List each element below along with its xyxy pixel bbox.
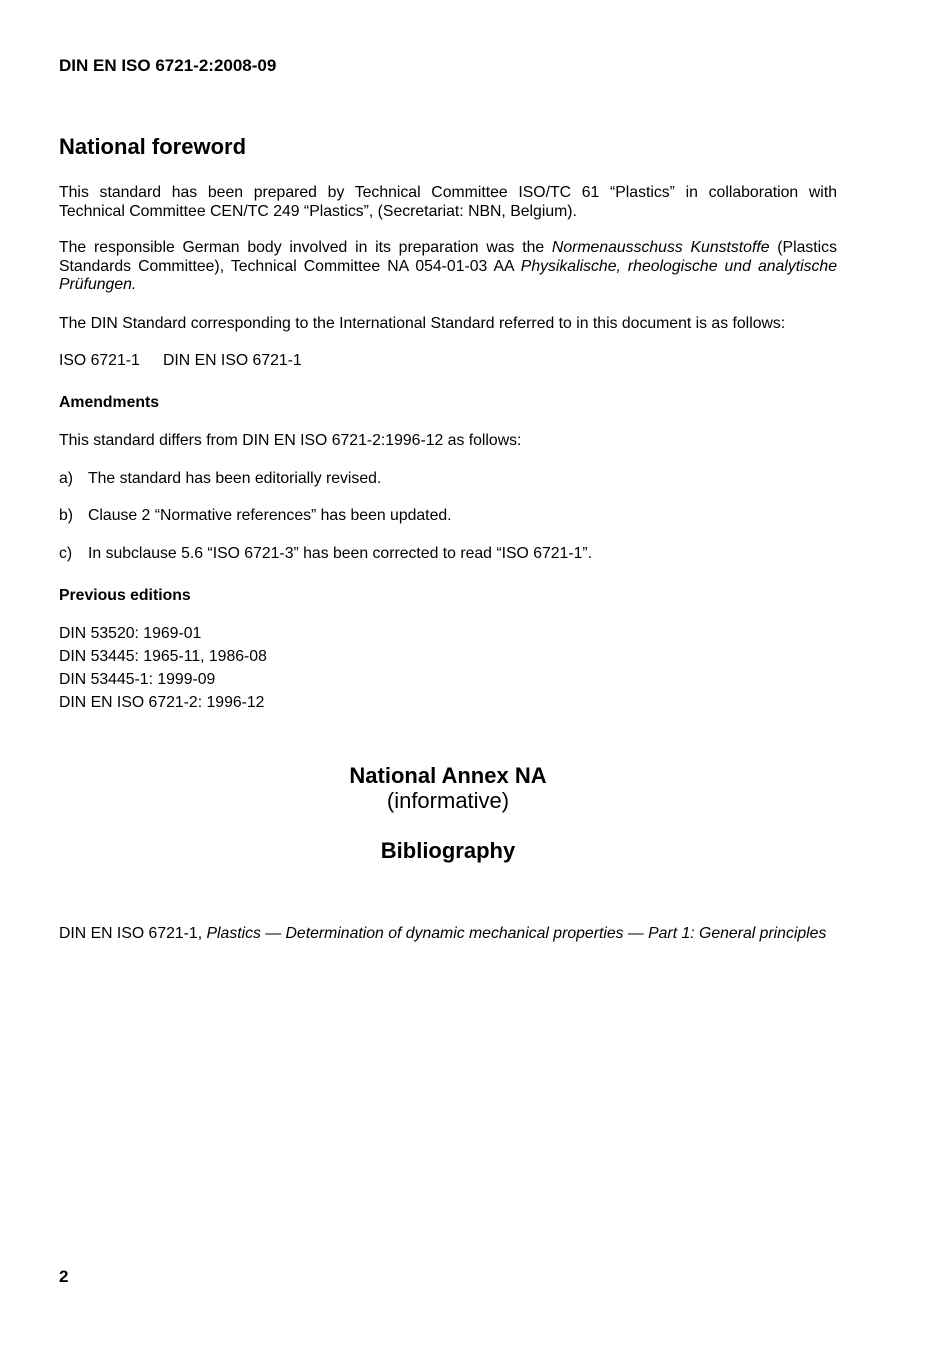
foreword-paragraph-1	[59, 183, 837, 221]
foreword-heading: National foreword	[59, 134, 247, 159]
list-item-text: Clause 2 “Normative references” has been updated.	[88, 507, 452, 524]
annex-heading: National Annex NA	[349, 763, 547, 788]
committee-name-german: Normenausschuss Kunststoffe	[551, 239, 770, 256]
document-identifier: DIN EN ISO 6721-2:2008-09	[59, 56, 277, 75]
list-marker: a)	[59, 470, 74, 487]
list-item: DIN EN ISO 6721-2: 1996-12	[59, 694, 265, 711]
list-item: DIN 53445: 1965-11, 1986-08	[59, 648, 267, 665]
bibliography-entry	[59, 924, 826, 943]
bibliography-heading: Bibliography	[380, 838, 516, 863]
text-run: (Plastics	[769, 239, 837, 256]
text-run: The responsible German body involved in its preparation was the	[59, 239, 552, 256]
list-item-text: In subclause 5.6 “ISO 6721-3” has been corrected to read “ISO 6721-1”.	[88, 545, 593, 562]
list-item: DIN 53445-1: 1999-09	[59, 671, 216, 688]
bibliography-reference: DIN EN ISO 6721-1,	[59, 925, 207, 942]
paragraph-line	[59, 258, 837, 277]
paragraph-line: Technical Committee CEN/TC 249 “Plastics”, (Secretariat: NBN, Belgium).	[59, 203, 577, 220]
reference-iso: ISO 6721-1	[59, 352, 140, 369]
list-marker: b)	[59, 507, 74, 524]
amendments-heading: Amendments	[59, 394, 160, 411]
foreword-paragraph-3: The DIN Standard corresponding to the International Standard referred to in this document is as follows:	[59, 315, 786, 332]
list-marker: c)	[59, 545, 73, 562]
paragraph-line: This standard has been prepared by Technical Committee ISO/TC 61 “Plastics” in collaboration with	[59, 184, 837, 201]
reference-din: DIN EN ISO 6721-1	[163, 352, 302, 369]
technical-committee-name-german: Prüfungen.	[59, 276, 137, 294]
list-item: DIN 53520: 1969-01	[59, 625, 202, 642]
technical-committee-name-german: Physikalische, rheologische und analytische	[520, 257, 837, 275]
text-run: Standards Committee), Technical Committee NA 054-01-03 AA	[59, 257, 521, 275]
paragraph-line	[59, 276, 837, 295]
bibliography-title: Plastics — Determination of dynamic mechanical properties — Part 1: General principles	[206, 925, 827, 942]
previous-editions-heading: Previous editions	[59, 587, 191, 604]
annex-subtitle: (informative)	[386, 788, 510, 813]
paragraph-line	[59, 239, 837, 258]
amendments-intro: This standard differs from DIN EN ISO 6721-2:1996-12 as follows:	[59, 432, 522, 449]
foreword-paragraph-2	[59, 239, 837, 295]
page-number: 2	[59, 1267, 69, 1286]
list-item-text: The standard has been editorially revised.	[88, 470, 382, 487]
